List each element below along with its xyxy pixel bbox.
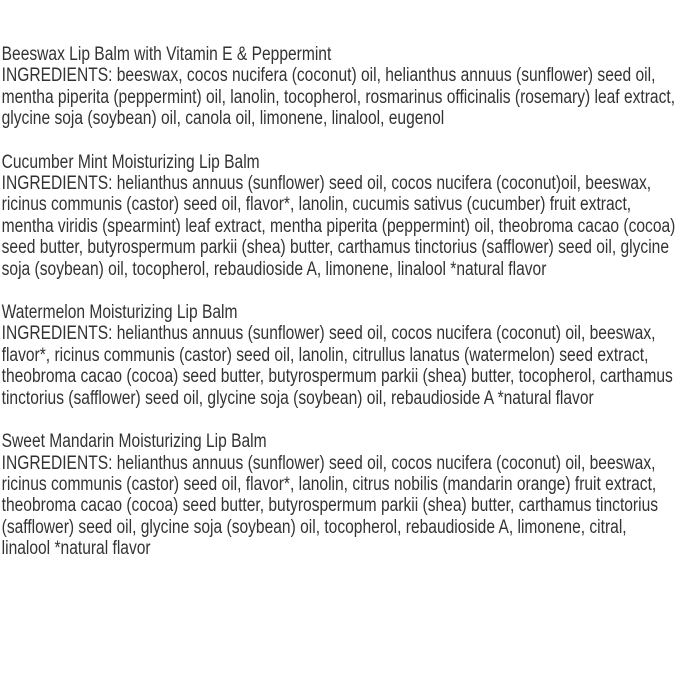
ingredients-text: INGREDIENTS: helianthus annuus (sunflower) seed oil, cocos nucifera (coconut)oil, beeswax, ricinus communis (castor) seed oil, flavor*, lanolin, cucumis sativus (cucumber) fruit extract, mentha viridis (spearmint) leaf extract, mentha piperita (peppermint) oil, theobroma cacao (cocoa) seed butter, butyrospermum parkii (shea) butter, carthamus tinctorius (safflower) seed oil, glycine soja (soybean) oil, tocopherol, rebaudioside A, limonene, linalool *natural flavor bbox=[1, 173, 676, 280]
product-name: Watermelon Moisturizing Lip Balm bbox=[1, 302, 238, 324]
ingredients-text: INGREDIENTS: beeswax, cocos nucifera (coconut) oil, helianthus annuus (sunflower) seed oil, mentha piperita (peppermint) oil, lanolin, tocopherol, rosmarinus officinalis (rosemary) leaf extract, glycine soja (soybean) oil, canola oil, limonene, linalool, eugenol bbox=[1, 65, 676, 130]
ingredients-text: INGREDIENTS: helianthus annuus (sunflower) seed oil, cocos nucifera (coconut) oil, beeswax, flavor*, ricinus communis (castor) seed oil, lanolin, citrullus lanatus (watermelon) seed extract, theobroma cacao (cocoa) seed butter, butyrospermum parkii (shea) butter, tocopherol, carthamus tinctorius (safflower) seed oil, glycine soja (soybean) oil, rebaudioside A *natural flavor bbox=[1, 323, 673, 409]
product-name: Cucumber Mint Moisturizing Lip Balm bbox=[1, 151, 260, 173]
product-section-watermelon bbox=[2, 302, 678, 409]
product-name: Beeswax Lip Balm with Vitamin E & Peppermint bbox=[1, 44, 332, 65]
product-section-cucumber-mint bbox=[2, 152, 678, 280]
product-section-sweet-mandarin bbox=[2, 431, 678, 559]
product-section-beeswax bbox=[2, 44, 678, 130]
product-name: Sweet Mandarin Moisturizing Lip Balm bbox=[1, 431, 267, 453]
ingredients-text: INGREDIENTS: helianthus annuus (sunflower) seed oil, cocos nucifera (coconut) oil, beeswax, ricinus communis (castor) seed oil, flavor*, lanolin, citrus nobilis (mandarin orange) fruit extract, theobroma cacao (cocoa) seed butter, butyrospermum parkii (shea) butter, carthamus tinctorius (safflower) seed oil, glycine soja (soybean) oil, tocopherol, rebaudioside A, limonene, citral, linalool *natural flavor bbox=[1, 452, 659, 560]
